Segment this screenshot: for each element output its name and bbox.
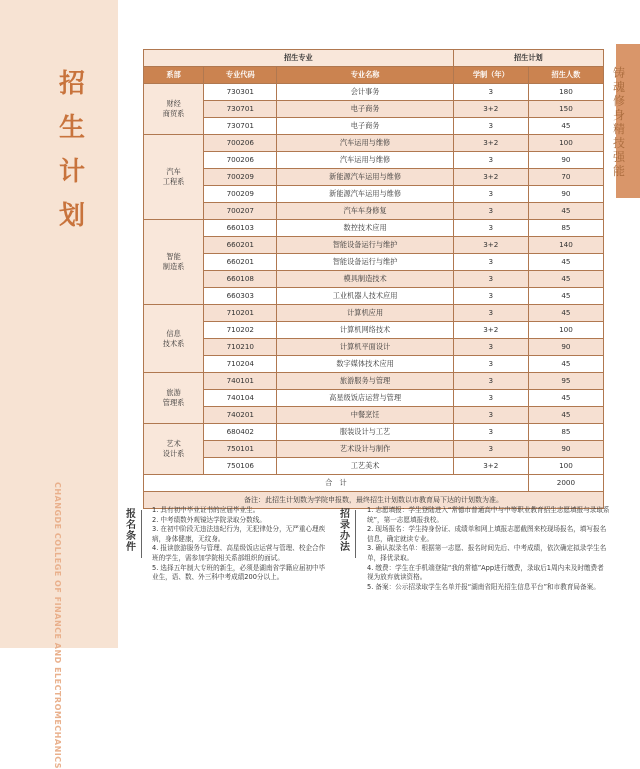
table-row bbox=[144, 203, 604, 220]
cell-name: 智能设备运行与维护 bbox=[277, 254, 453, 271]
cell-years: 3 bbox=[453, 186, 528, 203]
cell-count: 100 bbox=[528, 135, 603, 152]
cell-name: 数字媒体技术应用 bbox=[277, 356, 453, 373]
cell-code: 700206 bbox=[204, 135, 277, 152]
table-row bbox=[144, 322, 604, 339]
cell-code: 710204 bbox=[204, 356, 277, 373]
table-row bbox=[144, 186, 604, 203]
cell-code: 730301 bbox=[204, 84, 277, 101]
table-row bbox=[144, 305, 604, 322]
table-row bbox=[144, 458, 604, 475]
cell-years: 3+2 bbox=[453, 101, 528, 118]
cell-years: 3+2 bbox=[453, 322, 528, 339]
cell-name: 电子商务 bbox=[277, 118, 453, 135]
cell-code: 700207 bbox=[204, 203, 277, 220]
cell-years: 3 bbox=[453, 390, 528, 407]
cell-count: 45 bbox=[528, 203, 603, 220]
cell-code: 730701 bbox=[204, 118, 277, 135]
left-decor-band bbox=[0, 0, 118, 769]
cell-count: 45 bbox=[528, 390, 603, 407]
cell-code: 700209 bbox=[204, 169, 277, 186]
cell-count: 140 bbox=[528, 237, 603, 254]
cell-count: 100 bbox=[528, 322, 603, 339]
cell-count: 45 bbox=[528, 305, 603, 322]
cell-count: 90 bbox=[528, 339, 603, 356]
table-body bbox=[144, 84, 604, 475]
table-row bbox=[144, 356, 604, 373]
table-row bbox=[144, 339, 604, 356]
dept-cell: 信息 技术系 bbox=[144, 305, 204, 373]
dept-cell: 财经 商贸系 bbox=[144, 84, 204, 135]
major-group-header: 招生专业 bbox=[144, 50, 454, 67]
table-row bbox=[144, 288, 604, 305]
cell-count: 180 bbox=[528, 84, 603, 101]
cell-years: 3 bbox=[453, 84, 528, 101]
table-row bbox=[144, 390, 604, 407]
table-row bbox=[144, 84, 604, 101]
list-item: 5. 备案：公示招录取学生名单并报“湖南省阳光招生信息平台”和市教育局备案。 bbox=[367, 582, 600, 591]
cell-years: 3+2 bbox=[453, 458, 528, 475]
conditions-list bbox=[152, 506, 330, 583]
cell-count: 45 bbox=[528, 356, 603, 373]
cell-code: 740104 bbox=[204, 390, 277, 407]
cell-code: 700209 bbox=[204, 186, 277, 203]
cell-code: 740201 bbox=[204, 407, 277, 424]
cell-code: 710202 bbox=[204, 322, 277, 339]
cell-name: 汽车运用与维修 bbox=[277, 152, 453, 169]
cell-name: 高星级饭店运营与管理 bbox=[277, 390, 453, 407]
table-row bbox=[144, 169, 604, 186]
cell-count: 100 bbox=[528, 458, 603, 475]
cell-years: 3 bbox=[453, 271, 528, 288]
list-item: 4. 报读旅游服务与管理、高星级饭店运营与管理、校企合作班的学生，需参加学院相关系部组织的面试。 bbox=[152, 544, 326, 562]
cell-name: 电子商务 bbox=[277, 101, 453, 118]
cell-years: 3 bbox=[453, 441, 528, 458]
cell-name: 计算机网络技术 bbox=[277, 322, 453, 339]
total-label: 合 计 bbox=[144, 475, 529, 492]
cell-code: 740101 bbox=[204, 373, 277, 390]
cell-name: 工艺美术 bbox=[277, 458, 453, 475]
col-header-major: 专业名称 bbox=[277, 67, 453, 84]
cell-code: 660201 bbox=[204, 254, 277, 271]
table-row bbox=[144, 118, 604, 135]
conditions-divider bbox=[141, 510, 142, 558]
conditions-label: 报名条件 bbox=[126, 509, 136, 553]
list-item: 1. 志愿填报：学生登陆进入“常德市普通高中与中等职业教育招生志愿填报与录取系统”，第一志愿填报我校。 bbox=[367, 506, 610, 524]
cell-count: 90 bbox=[528, 441, 603, 458]
enrollment-plan-table bbox=[143, 49, 604, 509]
cell-years: 3 bbox=[453, 288, 528, 305]
plan-group-header: 招生计划 bbox=[453, 50, 603, 67]
cell-count: 45 bbox=[528, 407, 603, 424]
cell-code: 660201 bbox=[204, 237, 277, 254]
col-header-code: 专业代码 bbox=[204, 67, 277, 84]
table-row bbox=[144, 237, 604, 254]
cell-years: 3 bbox=[453, 203, 528, 220]
cell-name: 数控技术应用 bbox=[277, 220, 453, 237]
cell-count: 45 bbox=[528, 271, 603, 288]
table-row bbox=[144, 135, 604, 152]
table-row bbox=[144, 152, 604, 169]
list-item: 2. 现场报名：学生持身份证、成绩单和网上填报志愿截图来校现场报名，填写报名信息，确定就读专业。 bbox=[367, 525, 607, 543]
table-note: 备注：此招生计划数为学院申报数，最终招生计划数以市教育局下达的计划数为准。 bbox=[144, 492, 604, 509]
cell-count: 70 bbox=[528, 169, 603, 186]
cell-code: 710210 bbox=[204, 339, 277, 356]
cell-years: 3 bbox=[453, 407, 528, 424]
dept-cell: 旅游 管理系 bbox=[144, 373, 204, 424]
cell-years: 3 bbox=[453, 220, 528, 237]
cell-name: 模具制造技术 bbox=[277, 271, 453, 288]
cell-years: 3 bbox=[453, 356, 528, 373]
cell-count: 85 bbox=[528, 424, 603, 441]
cell-years: 3 bbox=[453, 254, 528, 271]
cell-name: 会计事务 bbox=[277, 84, 453, 101]
dept-cell: 艺术 设计系 bbox=[144, 424, 204, 475]
cell-name: 艺术设计与制作 bbox=[277, 441, 453, 458]
list-item: 4. 缴费：学生在手机端登陆“我的常德”App进行缴费，录取后1周内未及时缴费者视为放弃就读资格。 bbox=[367, 563, 604, 582]
cell-count: 150 bbox=[528, 101, 603, 118]
cell-code: 680402 bbox=[204, 424, 277, 441]
cell-code: 730701 bbox=[204, 101, 277, 118]
cell-code: 750106 bbox=[204, 458, 277, 475]
table-row bbox=[144, 407, 604, 424]
table-row bbox=[144, 101, 604, 118]
total-value: 2000 bbox=[528, 475, 603, 492]
cell-code: 660303 bbox=[204, 288, 277, 305]
procedure-list bbox=[367, 506, 610, 592]
cell-name: 服装设计与工艺 bbox=[277, 424, 453, 441]
col-header-count: 招生人数 bbox=[528, 67, 603, 84]
list-item: 1. 具有初中毕业证书的应届毕业生。 bbox=[152, 506, 260, 514]
calligraphy-motto: 铸魂修身精技强能 bbox=[612, 66, 625, 178]
cell-code: 700206 bbox=[204, 152, 277, 169]
cell-years: 3 bbox=[453, 305, 528, 322]
cell-name: 工业机器人技术应用 bbox=[277, 288, 453, 305]
cell-count: 90 bbox=[528, 152, 603, 169]
total-row bbox=[144, 475, 604, 492]
cell-name: 智能设备运行与维护 bbox=[277, 237, 453, 254]
list-item: 3. 确认拟录名单：根据第一志愿、报名时间先后、中考成绩，依次确定拟录学生名单，择优录取。 bbox=[367, 544, 607, 562]
cell-name: 汽车车身修复 bbox=[277, 203, 453, 220]
table-row bbox=[144, 271, 604, 288]
cell-code: 660108 bbox=[204, 271, 277, 288]
cell-years: 3 bbox=[453, 339, 528, 356]
dept-cell: 汽车 工程系 bbox=[144, 135, 204, 220]
cell-name: 计算机平面设计 bbox=[277, 339, 453, 356]
table-row bbox=[144, 254, 604, 271]
col-header-dept: 系部 bbox=[144, 67, 204, 84]
table-column-header bbox=[144, 67, 604, 84]
cell-name: 中餐烹饪 bbox=[277, 407, 453, 424]
cell-name: 新能源汽车运用与维修 bbox=[277, 169, 453, 186]
cell-code: 710201 bbox=[204, 305, 277, 322]
cell-count: 45 bbox=[528, 118, 603, 135]
list-item: 3. 在初中阶段无违法违纪行为，无犯律处分，无严重心理疾病，身体健康，无纹身。 bbox=[152, 525, 326, 543]
cell-count: 90 bbox=[528, 186, 603, 203]
cell-name: 旅游服务与管理 bbox=[277, 373, 453, 390]
cell-code: 750101 bbox=[204, 441, 277, 458]
page-title: 招生计划 bbox=[58, 69, 85, 231]
cell-years: 3 bbox=[453, 373, 528, 390]
procedure-divider bbox=[355, 510, 356, 558]
col-header-years: 学制（年） bbox=[453, 67, 528, 84]
procedure-label: 招录办法 bbox=[340, 509, 350, 553]
cell-name: 新能源汽车运用与维修 bbox=[277, 186, 453, 203]
cell-count: 95 bbox=[528, 373, 603, 390]
cell-years: 3+2 bbox=[453, 237, 528, 254]
cell-name: 计算机应用 bbox=[277, 305, 453, 322]
college-english-name: CHANGDE COLLEGE OF FINANCE AND ELECTROMECHANICS bbox=[53, 482, 62, 769]
dept-cell: 智能 制造系 bbox=[144, 220, 204, 305]
table-row bbox=[144, 441, 604, 458]
cell-count: 45 bbox=[528, 254, 603, 271]
cell-years: 3 bbox=[453, 424, 528, 441]
table-row bbox=[144, 373, 604, 390]
cell-years: 3+2 bbox=[453, 135, 528, 152]
table-row bbox=[144, 424, 604, 441]
list-item: 2. 中考绩数外观镜达学院录取分数线。 bbox=[152, 515, 266, 524]
cell-name: 汽车运用与维修 bbox=[277, 135, 453, 152]
list-item: 5. 选择五年制大专班的新生，必须是湖南省学籍应届初中毕业生，语、数、外三科中考成绩200分以上。 bbox=[152, 563, 326, 582]
cell-count: 85 bbox=[528, 220, 603, 237]
cell-years: 3+2 bbox=[453, 169, 528, 186]
cell-count: 45 bbox=[528, 288, 603, 305]
cell-code: 660103 bbox=[204, 220, 277, 237]
table-group-header bbox=[144, 50, 604, 67]
cell-years: 3 bbox=[453, 118, 528, 135]
table-row bbox=[144, 220, 604, 237]
cell-years: 3 bbox=[453, 152, 528, 169]
